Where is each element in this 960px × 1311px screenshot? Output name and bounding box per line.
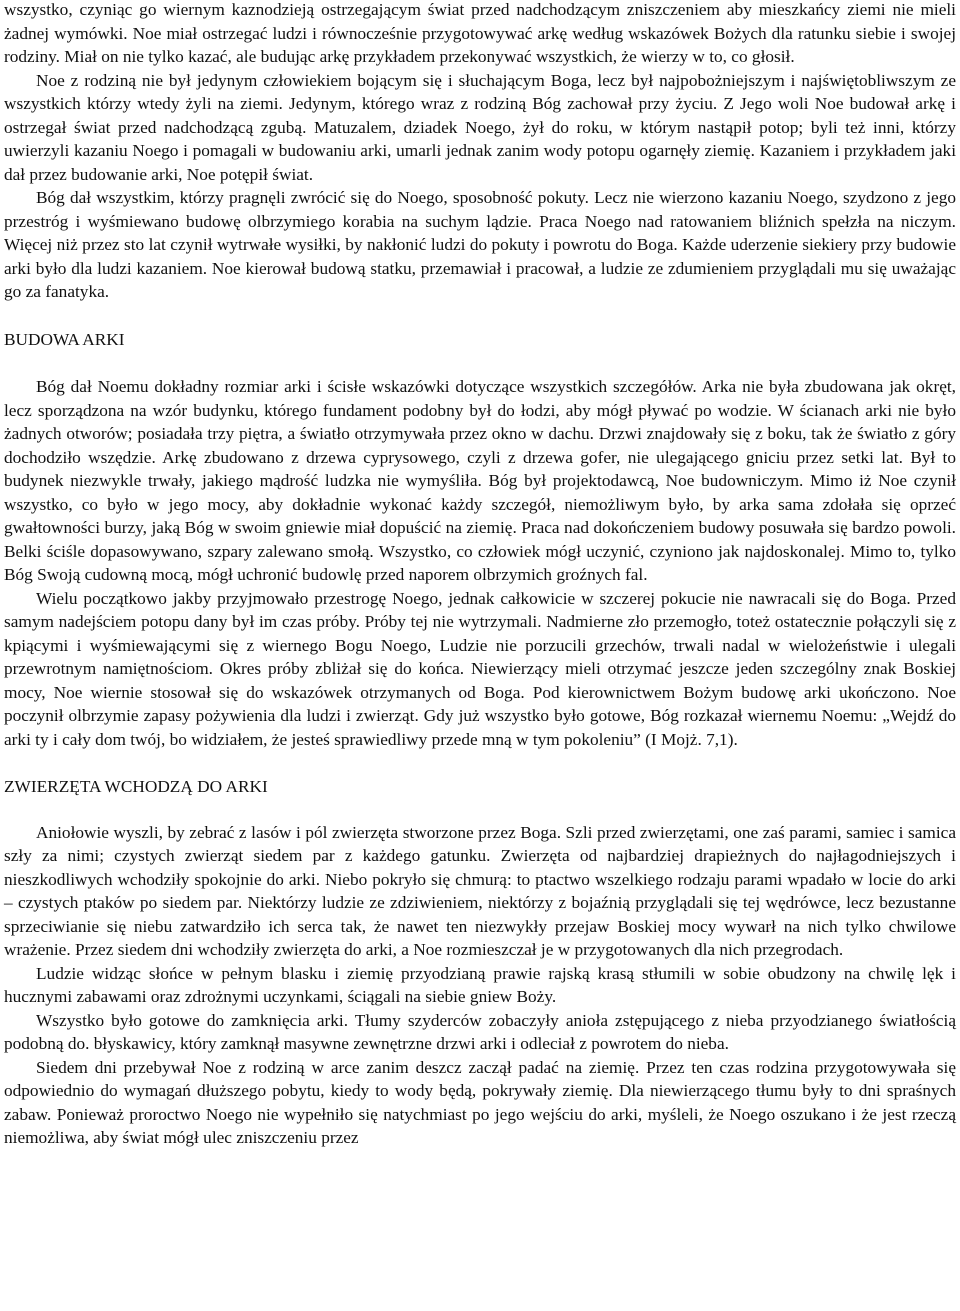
paragraph: Noe z rodziną nie był jedynym człowiekiem bojącym się i słuchającym Boga, lecz był najpobożniejszym i najświętobliwszym ze wszystkich którzy wtedy żyli na ziemi. Jedynym, którego wraz z rodziną Bóg zachował przy życiu. Z Jego woli Noe budował arkę i ostrzegał świat przed nadchodzącą zgubą. Matuzalem, dziadek Noego, żył do roku, w którym nastąpił potop; byli też inni, którzy uwierzyli kazaniu Noego i pomagali w budowaniu arki, umarli jednak zanim wody potopu ogarnęły ziemię. Kazaniem i przykładem jaki dał przez budowanie arki, Noe potępił świat. <box>4 70 956 184</box>
paragraph: Bóg dał Noemu dokładny rozmiar arki i ścisłe wskazówki dotyczące wszystkich szczegółów. Arka nie była zbudowana jak okręt, lecz sporządzona na wzór budynku, którego fundament podobny był do łodzi, aby mógł pływać po wodzie. W ścianach arki nie było żadnych otworów; posiadała trzy piętra, a światło otrzymywała przez okno w dachu. Drzwi znajdowały się z boku, tak że światło z góry dochodziło wszędzie. Arkę zbudowano z drzewa cyprysowego, czyli z drzewa gofer, nie ulegającego gniciu przez setki lat. Był to budynek niezwykle trwały, jakiego mądrość ludzka nie wymyśliła. Bóg był projektodawcą, Noe budowniczym. Mimo iż Noe czynił wszystko, co było w jego mocy, aby dokładnie wykonać każdy szczegół, niemożliwym było, by arka sama zdołała się oprzeć gwałtowności burzy, jaką Bóg w swoim gniewie miał dopuścić na ziemię. Praca nad dokończeniem budowy posuwała się bardzo powoli. Belki ściśle dopasowywano, szpary zalewano smołą. Wszystko, co człowiek mógł uczynić, czyniono jak najdoskonalej. Mimo to, tylko Bóg Swoją cudowną mocą, mógł uchronić budowlę przed naporem olbrzymich groźnych fal. <box>4 377 956 584</box>
paragraph: wszystko, czyniąc go wiernym kaznodzieją ostrzegającym świat przed nadchodzącym zniszczeniem aby mieszkańcy ziemi nie mieli żadnej wymówki. Noe miał ostrzegać ludzi i równocześnie przygotowywać arkę według wskazówek Bożych dla ratunku siebie i swojej rodziny. Miał on nie tylko kazać, ale budując arkę przykładem przekonywać wszystkich, że wierzy w to, co głosił. <box>4 0 956 66</box>
paragraph: Bóg dał wszystkim, którzy pragnęli zwrócić się do Noego, sposobność pokuty. Lecz nie wierzono kazaniu Noego, szydzono z jego przestróg i wyśmiewano budowę olbrzymiego korabia na suchym lądzie. Praca Noego nad ratowaniem bliźnich spełzła na niczym. Więcej niż przez sto lat czynił wytrwałe wysiłki, by nakłonić ludzi do pokuty i powrotu do Boga. Każde uderzenie siekiery przy budowie arki było dla ludzi kazaniem. Noe kierował budową statku, przemawiał i pracował, a ludzie ze zdumieniem przyglądali mu się uważając go za fanatyka. <box>4 188 956 301</box>
section-heading: ZWIERZĘTA WCHODZĄ DO ARKI <box>4 777 268 796</box>
section-heading: BUDOWA ARKI <box>4 329 125 349</box>
document-page <box>4 0 956 1150</box>
paragraph: Aniołowie wyszli, by zebrać z lasów i pól zwierzęta stworzone przez Boga. Szli przed zwierzętami, one zaś parami, samiec i samica szły za nimi; czystych zwierząt siedem par z każdego gatunku. Zwierzęta od najbardziej drapieżnych do najłagodniejszych i nieszkodliwych wchodziły spokojnie do arki. Niebo pokryło się chmurą: to ptactwo wszelkiego rodzaju parami wpadało w locie do arki – czystych ptaków po siedem par. Niektórzy ludzie ze zdziwieniem, niektórzy z bojaźnią przyglądali się tej wędrówce, lecz bezustanne sprzeciwianie się niebu zatwardziło ich serca tak, że nawet ten niezwykły przejaw Boskiej mocy wywarł na nich tylko chwilowe wrażenie. Przez siedem dni wchodziły zwierzęta do arki, a Noe rozmieszczał je w przygotowanych dla nich przegrodach. <box>4 822 956 959</box>
paragraph: Wielu początkowo jakby przyjmowało przestrogę Noego, jednak całkowicie w szczerej pokucie nie nawracali się do Boga. Przed samym nadejściem potopu dany był im czas próby. Próby tej nie wytrzymali. Nadmierne zło przemogło, toteż ostatecznie połączyli się z kpiącymi i wyśmiewającymi się z wiernego Bogu Noego, Ludzie nie porzucili grzechów, trwali nadal w wielożeństwie i ulegali przewrotnym namiętnościom. Okres próby zbliżał się do końca. Niewierzący mieli otrzymać jeszcze jeden szczególny znak Boskiej mocy, Noe wiernie stosował się do wskazówek otrzymanych od Boga. Pod kierownictwem Bożym budowę arki ukończono. Noe poczynił olbrzymie zapasy pożywienia dla ludzi i zwierząt. Gdy już wszystko było gotowe, Bóg rozkazał wiernemu Noemu: „Wejdź do arki ty i cały dom twój, bo widziałem, że jesteś sprawiedliwy przede mną w tym pokoleniu” (I Mojż. 7,1). <box>4 588 956 749</box>
paragraph: Ludzie widząc słońce w pełnym blasku i ziemię przyodzianą prawie rajską krasą stłumili w sobie obudzony na chwilę lęk i hucznymi zabawami oraz zdrożnymi uczynkami, ściągali na siebie gniew Boży. <box>4 963 956 1006</box>
paragraph: Siedem dni przebywał Noe z rodziną w arce zanim deszcz zaczął padać na ziemię. Przez ten czas rodzina przygotowywała się odpowiednio do wymagań dłuższego pobytu, kiedy to wody będą, pokrywały ziemię. Dla niewierzącego tłumu były to dni spraśnych zabaw. Ponieważ proroctwo Noego nie wypełniło się natychmiast po jego wejściu do arki, myśleli, że Noego oszukano i że jest rzeczą niemożliwa, aby świat mógł ulec zniszczeniu przez <box>4 1057 956 1147</box>
paragraph: Wszystko było gotowe do zamknięcia arki. Tłumy szyderców zobaczyły anioła zstępującego z nieba przyodzianego światłością podobną do. błyskawicy, który zamknął masywne zewnętrzne drzwi arki i odleciał z powrotem do nieba. <box>4 1010 956 1053</box>
